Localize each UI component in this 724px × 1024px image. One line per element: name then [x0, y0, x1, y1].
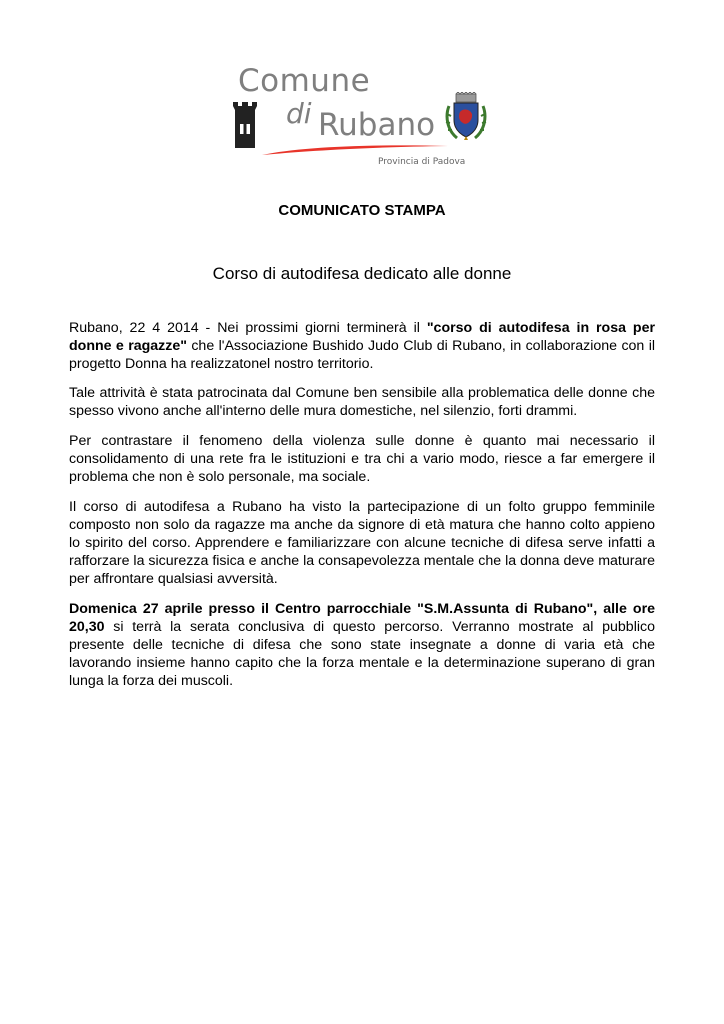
- paragraph-4: Il corso di autodifesa a Rubano ha visto la partecipazione di un folto gruppo femminile composto non solo da ragazze ma anche da signore di età matura che hanno colto appieno lo spirito del corso. Apprendere e familiarizzare con alcune tecniche di difesa serve infatti a rafforzare la sicurezza fisica e anche la consapevolezza mentale che la donna deve maturare per affrontare qualsiasi avversità.: [69, 499, 655, 587]
- paragraph-2: Tale attrività è stata patrocinata dal Comune ben sensibile alla problematica delle donne che spesso vivono anche all'interno delle mura domestiche, nel silenzio, forti drammi.: [69, 385, 655, 419]
- logo-word-di: di: [286, 97, 312, 130]
- comune-di-rubano-logo: [230, 62, 500, 174]
- paragraph-5-event-date: Domenica 27 aprile presso il Centro parrocchiale "S.M.Assunta di Rubano", alle ore 20,30: [69, 601, 655, 635]
- paragraph-1-text-a: Rubano, 22 4 2014 - Nei prossimi giorni terminerà il: [69, 320, 427, 336]
- castle-tower-icon: [230, 102, 260, 150]
- logo-province: Provincia di Padova: [378, 157, 466, 167]
- red-swoosh-icon: [260, 142, 450, 158]
- paragraph-1-text-b: che l'Associazione Bushido Judo Club di Rubano, in collaborazione con il progetto Donna ha realizzatonel nostro territorio.: [69, 338, 655, 372]
- paragraph-3: Per contrastare il fenomeno della violenza sulle donne è quanto mai necessario il consolidamento di una rete fra le istituzioni e tra chi a vario modo, riesce a far emergere il problema che non è solo personale, ma sociale.: [69, 433, 655, 485]
- logo-word-comune: Comune: [238, 63, 371, 99]
- coat-of-arms-icon: [443, 92, 489, 142]
- press-release-heading: COMUNICATO STAMPA: [278, 202, 446, 219]
- logo-word-rubano: Rubano: [318, 107, 436, 143]
- article-title: Corso di autodifesa dedicato alle donne: [212, 264, 512, 283]
- paragraph-1-course-name: "corso di autodifesa in rosa per donne e ragazze": [69, 320, 655, 354]
- paragraph-5: [69, 600, 655, 690]
- paragraph-5-text: si terrà la serata conclusiva di questo percorso. Verranno mostrate al pubblico presente delle tecniche di difesa che sono state insegnate a donne di varia età che lavorando insieme hanno capito che la forza mentale e la determinazione superano di gran lunga la forza dei muscoli.: [69, 619, 655, 689]
- paragraph-1: [69, 319, 655, 373]
